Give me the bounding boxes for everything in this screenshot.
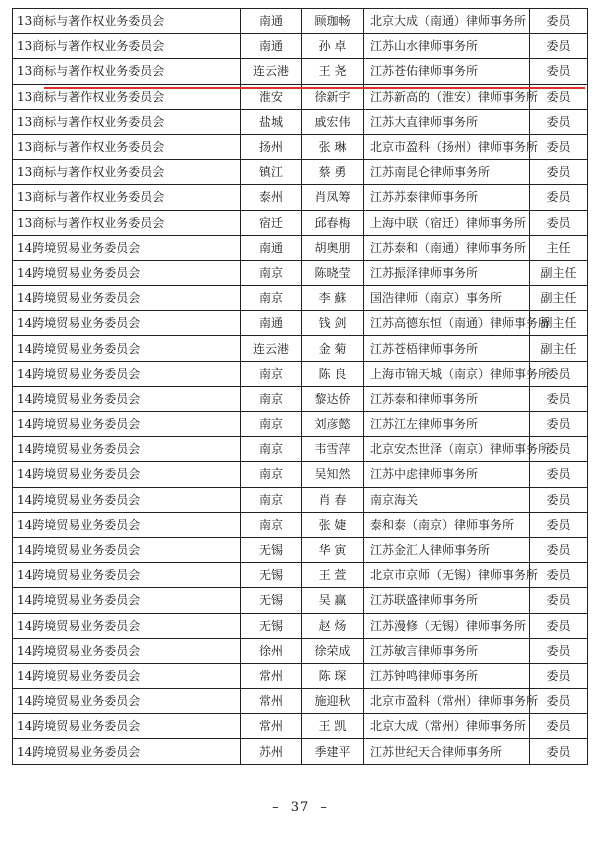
committee-cell: 14跨境贸易业务委员会 — [13, 462, 241, 487]
table-row — [13, 260, 588, 285]
law-firm-cell: 江苏苏泰律师事务所 — [364, 185, 530, 210]
law-firm-cell: 泰和泰（南京）律师事务所 — [364, 512, 530, 537]
role-cell: 委员 — [530, 59, 588, 84]
city-cell: 南京 — [241, 361, 302, 386]
law-firm-cell: 北京市盈科（常州）律师事务所 — [364, 689, 530, 714]
committee-cell: 14跨境贸易业务委员会 — [13, 739, 241, 764]
committee-cell: 14跨境贸易业务委员会 — [13, 361, 241, 386]
city-cell: 南通 — [241, 34, 302, 59]
member-name-cell: 王 萱 — [302, 563, 364, 588]
role-cell: 委员 — [530, 613, 588, 638]
member-name-cell: 陈 良 — [302, 361, 364, 386]
roster-body — [13, 9, 588, 765]
committee-cell: 14跨境贸易业务委员会 — [13, 336, 241, 361]
law-firm-cell: 江苏江左律师事务所 — [364, 412, 530, 437]
law-firm-cell: 江苏金汇人律师事务所 — [364, 537, 530, 562]
committee-cell: 14跨境贸易业务委员会 — [13, 714, 241, 739]
table-row — [13, 286, 588, 311]
member-name-cell: 王 尧 — [302, 59, 364, 84]
page-number-dash-left: – — [272, 800, 280, 815]
law-firm-cell: 江苏大直律师事务所 — [364, 109, 530, 134]
member-name-cell: 华 寅 — [302, 537, 364, 562]
role-cell: 委员 — [530, 537, 588, 562]
table-row — [13, 437, 588, 462]
member-name-cell: 肖 春 — [302, 487, 364, 512]
role-cell: 副主任 — [530, 286, 588, 311]
city-cell: 南京 — [241, 512, 302, 537]
role-cell: 主任 — [530, 235, 588, 260]
table-row — [13, 134, 588, 159]
city-cell: 无锡 — [241, 537, 302, 562]
member-name-cell: 徐荣成 — [302, 638, 364, 663]
committee-roster-table — [12, 8, 588, 765]
role-cell: 委员 — [530, 160, 588, 185]
law-firm-cell: 南京海关 — [364, 487, 530, 512]
law-firm-cell: 江苏泰和律师事务所 — [364, 386, 530, 411]
table-row — [13, 210, 588, 235]
city-cell: 南通 — [241, 235, 302, 260]
law-firm-cell: 江苏振泽律师事务所 — [364, 260, 530, 285]
table-row — [13, 59, 588, 84]
city-cell: 南京 — [241, 286, 302, 311]
committee-cell: 13商标与著作权业务委员会 — [13, 134, 241, 159]
city-cell: 苏州 — [241, 739, 302, 764]
city-cell: 南京 — [241, 386, 302, 411]
member-name-cell: 李 蘇 — [302, 286, 364, 311]
city-cell: 扬州 — [241, 134, 302, 159]
role-cell: 委员 — [530, 563, 588, 588]
member-name-cell: 黎达侨 — [302, 386, 364, 411]
city-cell: 南通 — [241, 311, 302, 336]
member-name-cell: 顾珈畅 — [302, 9, 364, 34]
table-row — [13, 588, 588, 613]
law-firm-cell: 江苏高德东恒（南通）律师事务所 — [364, 311, 530, 336]
page-footer — [0, 800, 600, 815]
member-name-cell: 吴知然 — [302, 462, 364, 487]
committee-cell: 13商标与著作权业务委员会 — [13, 160, 241, 185]
table-row — [13, 34, 588, 59]
law-firm-cell: 江苏漫修（无锡）律师事务所 — [364, 613, 530, 638]
member-name-cell: 陈 琛 — [302, 663, 364, 688]
member-name-cell: 蔡 勇 — [302, 160, 364, 185]
law-firm-cell: 北京大成（常州）律师事务所 — [364, 714, 530, 739]
committee-cell: 14跨境贸易业务委员会 — [13, 689, 241, 714]
city-cell: 泰州 — [241, 185, 302, 210]
city-cell: 无锡 — [241, 613, 302, 638]
committee-cell: 14跨境贸易业务委员会 — [13, 260, 241, 285]
committee-cell: 13商标与著作权业务委员会 — [13, 9, 241, 34]
city-cell: 南通 — [241, 9, 302, 34]
table-row — [13, 689, 588, 714]
city-cell: 徐州 — [241, 638, 302, 663]
city-cell: 镇江 — [241, 160, 302, 185]
city-cell: 南京 — [241, 412, 302, 437]
committee-cell: 14跨境贸易业务委员会 — [13, 286, 241, 311]
city-cell: 连云港 — [241, 59, 302, 84]
committee-cell: 14跨境贸易业务委员会 — [13, 563, 241, 588]
member-name-cell: 吴 赢 — [302, 588, 364, 613]
member-name-cell: 刘彦懿 — [302, 412, 364, 437]
committee-cell: 14跨境贸易业务委员会 — [13, 412, 241, 437]
role-cell: 委员 — [530, 739, 588, 764]
role-cell: 委员 — [530, 361, 588, 386]
committee-cell: 14跨境贸易业务委员会 — [13, 437, 241, 462]
committee-cell: 13商标与著作权业务委员会 — [13, 210, 241, 235]
committee-cell: 14跨境贸易业务委员会 — [13, 311, 241, 336]
role-cell: 委员 — [530, 714, 588, 739]
committee-cell: 14跨境贸易业务委员会 — [13, 663, 241, 688]
role-cell: 委员 — [530, 487, 588, 512]
table-row — [13, 462, 588, 487]
law-firm-cell: 江苏苍佑律师事务所 — [364, 59, 530, 84]
role-cell: 委员 — [530, 638, 588, 663]
member-name-cell: 金 菊 — [302, 336, 364, 361]
table-row — [13, 638, 588, 663]
member-name-cell: 钱 剑 — [302, 311, 364, 336]
table-row — [13, 160, 588, 185]
city-cell: 连云港 — [241, 336, 302, 361]
table-row — [13, 185, 588, 210]
committee-cell: 14跨境贸易业务委员会 — [13, 537, 241, 562]
role-cell: 委员 — [530, 134, 588, 159]
law-firm-cell: 北京安杰世泽（南京）律师事务所 — [364, 437, 530, 462]
role-cell: 委员 — [530, 512, 588, 537]
committee-cell: 13商标与著作权业务委员会 — [13, 84, 241, 109]
city-cell: 淮安 — [241, 84, 302, 109]
committee-cell: 14跨境贸易业务委员会 — [13, 512, 241, 537]
member-name-cell: 孙 卓 — [302, 34, 364, 59]
role-cell: 委员 — [530, 34, 588, 59]
table-row — [13, 412, 588, 437]
law-firm-cell: 江苏联盛律师事务所 — [364, 588, 530, 613]
committee-cell: 13商标与著作权业务委员会 — [13, 185, 241, 210]
law-firm-cell: 江苏中虑律师事务所 — [364, 462, 530, 487]
role-cell: 委员 — [530, 386, 588, 411]
law-firm-cell: 国浩律师（南京）事务所 — [364, 286, 530, 311]
highlight-underline — [44, 87, 585, 89]
law-firm-cell: 江苏钟鸣律师事务所 — [364, 663, 530, 688]
city-cell: 常州 — [241, 689, 302, 714]
law-firm-cell: 北京大成（南通）律师事务所 — [364, 9, 530, 34]
law-firm-cell: 上海中联（宿迁）律师事务所 — [364, 210, 530, 235]
role-cell: 委员 — [530, 185, 588, 210]
committee-cell: 14跨境贸易业务委员会 — [13, 613, 241, 638]
member-name-cell: 王 凯 — [302, 714, 364, 739]
member-name-cell: 邱春梅 — [302, 210, 364, 235]
table-row — [13, 336, 588, 361]
member-name-cell: 施迎秋 — [302, 689, 364, 714]
role-cell: 委员 — [530, 412, 588, 437]
city-cell: 南京 — [241, 437, 302, 462]
committee-cell: 13商标与著作权业务委员会 — [13, 59, 241, 84]
committee-cell: 14跨境贸易业务委员会 — [13, 487, 241, 512]
table-row — [13, 613, 588, 638]
law-firm-cell: 北京市京师（无锡）律师事务所 — [364, 563, 530, 588]
law-firm-cell: 上海市锦天城（南京）律师事务所 — [364, 361, 530, 386]
committee-cell: 14跨境贸易业务委员会 — [13, 235, 241, 260]
role-cell: 委员 — [530, 109, 588, 134]
table-row — [13, 512, 588, 537]
committee-cell: 13商标与著作权业务委员会 — [13, 34, 241, 59]
law-firm-cell: 北京市盈科（扬州）律师事务所 — [364, 134, 530, 159]
committee-cell: 14跨境贸易业务委员会 — [13, 588, 241, 613]
table-row — [13, 361, 588, 386]
table-row — [13, 563, 588, 588]
law-firm-cell: 江苏南昆仑律师事务所 — [364, 160, 530, 185]
page-number-dash-right: – — [320, 800, 328, 815]
role-cell: 委员 — [530, 663, 588, 688]
member-name-cell: 赵 炀 — [302, 613, 364, 638]
city-cell: 盐城 — [241, 109, 302, 134]
table-row — [13, 739, 588, 764]
committee-cell: 14跨境贸易业务委员会 — [13, 386, 241, 411]
table-row — [13, 311, 588, 336]
city-cell: 无锡 — [241, 563, 302, 588]
table-row — [13, 386, 588, 411]
role-cell: 委员 — [530, 9, 588, 34]
table-row — [13, 714, 588, 739]
member-name-cell: 戚宏伟 — [302, 109, 364, 134]
city-cell: 南京 — [241, 260, 302, 285]
table-row — [13, 487, 588, 512]
city-cell: 宿迁 — [241, 210, 302, 235]
city-cell: 无锡 — [241, 588, 302, 613]
role-cell: 委员 — [530, 689, 588, 714]
role-cell: 委员 — [530, 588, 588, 613]
member-name-cell: 张 婕 — [302, 512, 364, 537]
member-name-cell: 季建平 — [302, 739, 364, 764]
table-row — [13, 9, 588, 34]
city-cell: 南京 — [241, 487, 302, 512]
role-cell: 副主任 — [530, 260, 588, 285]
table-row — [13, 537, 588, 562]
member-name-cell: 韦雪萍 — [302, 437, 364, 462]
member-name-cell: 肖凤筹 — [302, 185, 364, 210]
member-name-cell: 胡奥朋 — [302, 235, 364, 260]
role-cell: 委员 — [530, 84, 588, 109]
role-cell: 委员 — [530, 437, 588, 462]
city-cell: 南京 — [241, 462, 302, 487]
role-cell: 委员 — [530, 462, 588, 487]
member-name-cell: 徐新宇 — [302, 84, 364, 109]
table-row — [13, 663, 588, 688]
law-firm-cell: 江苏敏言律师事务所 — [364, 638, 530, 663]
table-row — [13, 109, 588, 134]
page-number: 37 — [290, 800, 310, 815]
city-cell: 常州 — [241, 663, 302, 688]
law-firm-cell: 江苏世纪天合律师事务所 — [364, 739, 530, 764]
city-cell: 常州 — [241, 714, 302, 739]
member-name-cell: 陈晓莹 — [302, 260, 364, 285]
law-firm-cell: 江苏泰和（南通）律师事务所 — [364, 235, 530, 260]
committee-cell: 14跨境贸易业务委员会 — [13, 638, 241, 663]
law-firm-cell: 江苏苍梧律师事务所 — [364, 336, 530, 361]
role-cell: 副主任 — [530, 336, 588, 361]
table-row — [13, 235, 588, 260]
role-cell: 副主任 — [530, 311, 588, 336]
committee-cell: 13商标与著作权业务委员会 — [13, 109, 241, 134]
member-name-cell: 张 琳 — [302, 134, 364, 159]
role-cell: 委员 — [530, 210, 588, 235]
law-firm-cell: 江苏山水律师事务所 — [364, 34, 530, 59]
law-firm-cell: 江苏新高的（淮安）律师事务所 — [364, 84, 530, 109]
